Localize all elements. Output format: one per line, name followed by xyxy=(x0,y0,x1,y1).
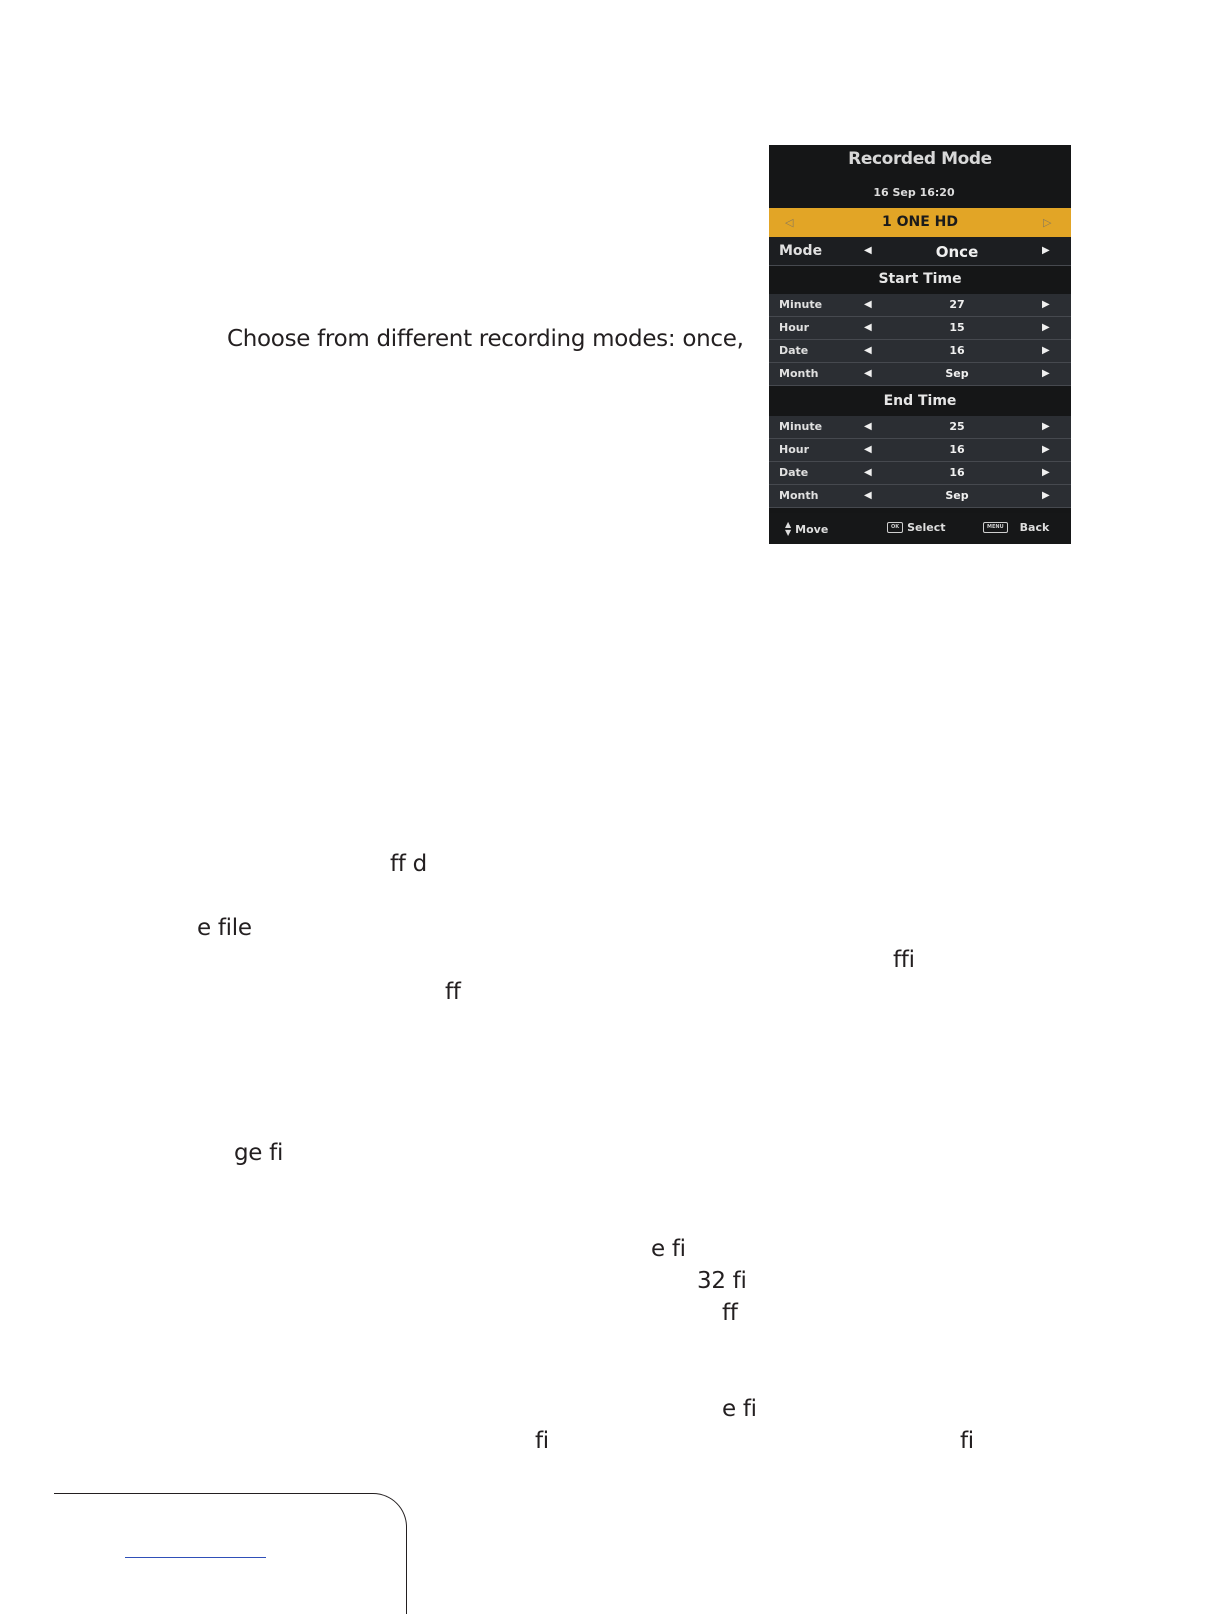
ok-key-icon: OK xyxy=(887,522,903,533)
row-label: Hour xyxy=(779,443,810,456)
left-arrow-icon[interactable]: ◀ xyxy=(864,490,872,501)
move-hint xyxy=(785,521,828,537)
mode-label: Mode xyxy=(779,243,823,259)
right-arrow-icon[interactable]: ▶ xyxy=(1042,245,1050,256)
right-arrow-icon[interactable]: ▶ xyxy=(1042,368,1050,379)
recorded-mode-screenshot xyxy=(769,145,1071,544)
text-fragment: ff xyxy=(722,1300,738,1326)
right-arrow-icon[interactable]: ▶ xyxy=(1042,490,1050,501)
left-arrow-icon[interactable]: ◀ xyxy=(864,421,872,432)
text-fragment: fi xyxy=(535,1428,549,1454)
footer-box xyxy=(54,1493,407,1614)
menu-key-icon: MENU xyxy=(983,522,1008,533)
left-arrow-icon[interactable]: ◀ xyxy=(864,467,872,478)
row-value: 27 xyxy=(949,298,965,311)
left-arrow-icon[interactable]: ◀ xyxy=(864,245,872,256)
back-label: Back xyxy=(1019,521,1050,534)
row-label: Date xyxy=(779,466,809,479)
channel-selector[interactable] xyxy=(769,208,1071,237)
start-date-row[interactable] xyxy=(769,340,1071,363)
row-value: 16 xyxy=(949,443,965,456)
row-label: Hour xyxy=(779,321,810,334)
right-arrow-icon[interactable]: ▶ xyxy=(1042,421,1050,432)
start-hour-row[interactable] xyxy=(769,317,1071,340)
intro-text: Choose from different recording modes: once, xyxy=(227,326,744,352)
left-arrow-icon[interactable]: ◁ xyxy=(785,216,794,229)
text-fragment: ff xyxy=(445,979,461,1005)
left-arrow-icon[interactable]: ◀ xyxy=(864,444,872,455)
text-fragment: e fi xyxy=(722,1396,757,1422)
right-arrow-icon[interactable]: ▶ xyxy=(1042,467,1050,478)
right-arrow-icon[interactable]: ▷ xyxy=(1043,216,1052,229)
row-label: Date xyxy=(779,344,809,357)
up-down-icon: ▲ ▼ xyxy=(785,520,792,537)
row-label: Month xyxy=(779,489,819,502)
text-fragment: ffi xyxy=(893,947,915,973)
left-arrow-icon[interactable]: ◀ xyxy=(864,345,872,356)
text-fragment: fi xyxy=(960,1428,974,1454)
row-value: 15 xyxy=(949,321,965,334)
osd-title: Recorded Mode xyxy=(848,149,992,169)
mode-row[interactable] xyxy=(769,237,1071,266)
row-value: Sep xyxy=(945,367,969,380)
osd-date: 16 Sep 16:20 xyxy=(873,186,955,199)
row-value: 16 xyxy=(949,344,965,357)
row-label: Minute xyxy=(779,420,823,433)
text-fragment: ff d xyxy=(390,851,427,877)
text-fragment: e fi xyxy=(651,1236,686,1262)
left-arrow-icon[interactable]: ◀ xyxy=(864,368,872,379)
end-minute-row[interactable] xyxy=(769,416,1071,439)
row-value: 25 xyxy=(949,420,965,433)
right-arrow-icon[interactable]: ▶ xyxy=(1042,444,1050,455)
osd-footer xyxy=(769,513,1071,544)
text-fragment: ge fi xyxy=(234,1140,284,1166)
channel-name: 1 ONE HD xyxy=(881,214,958,230)
right-arrow-icon[interactable]: ▶ xyxy=(1042,322,1050,333)
text-fragment: e file xyxy=(197,915,252,941)
select-label: Select xyxy=(907,521,946,534)
start-minute-row[interactable] xyxy=(769,294,1071,317)
end-hour-row[interactable] xyxy=(769,439,1071,462)
link-underline[interactable] xyxy=(125,1557,266,1558)
end-date-row[interactable] xyxy=(769,462,1071,485)
start-month-row[interactable] xyxy=(769,363,1071,386)
move-label: Move xyxy=(795,522,829,536)
right-arrow-icon[interactable]: ▶ xyxy=(1042,299,1050,310)
text-fragment: 32 fi xyxy=(697,1268,747,1294)
select-hint xyxy=(887,521,946,534)
row-value: Sep xyxy=(945,489,969,502)
left-arrow-icon[interactable]: ◀ xyxy=(864,322,872,333)
row-label: Minute xyxy=(779,298,823,311)
row-label: Month xyxy=(779,367,819,380)
start-time-heading: Start Time xyxy=(878,271,962,287)
end-month-row[interactable] xyxy=(769,485,1071,508)
right-arrow-icon[interactable]: ▶ xyxy=(1042,345,1050,356)
mode-value: Once xyxy=(935,243,979,261)
back-hint xyxy=(983,521,1049,534)
left-arrow-icon[interactable]: ◀ xyxy=(864,299,872,310)
row-value: 16 xyxy=(949,466,965,479)
end-time-heading: End Time xyxy=(883,393,957,409)
